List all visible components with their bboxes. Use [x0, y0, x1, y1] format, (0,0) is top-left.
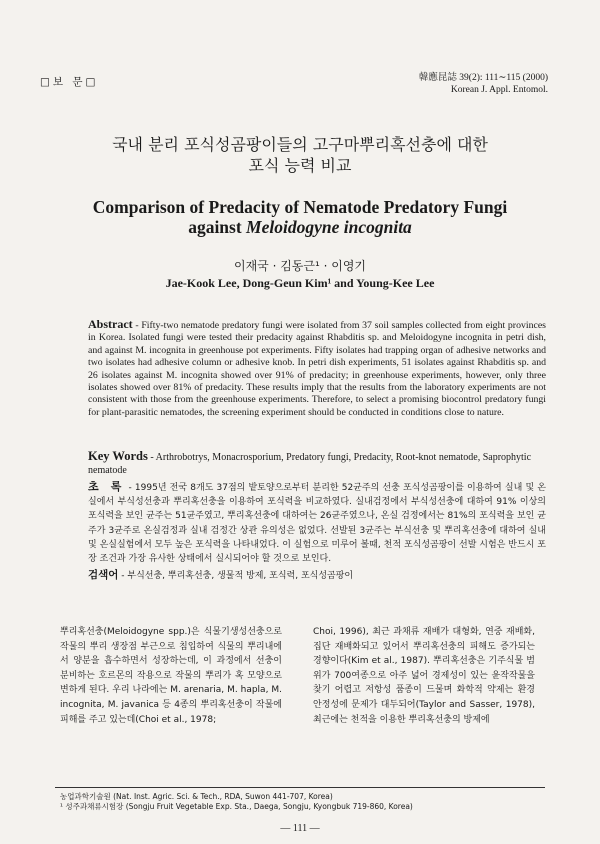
- keywords-text: - Arthrobotrys, Monacrosporium, Predatory fungi, Predacity, Root-knot nematode, Saprophytic nematode: [88, 452, 532, 476]
- body-left-column: 뿌리혹선충(Meloidogyne spp.)은 식물기생성선충으로 작물의 뿌리 생장점 부근으로 침입하여 식물의 뿌리내에서 양분을 흡수하면서 성장하는데, 이 과정에서 선충이 분비하는 호르몬의 작용으로 작물의 뿌리가 혹 모양으로 변하게 된다. 우리 나라에는 M. arenaria, M. hapla, M. incognita, M. javanica 등 4종의 뿌리혹선충이 작물에 피해를 주고 있는데(Choi et al., 1978;: [60, 627, 282, 725]
- korean-title-line1: 국내 분리 포식성곰팡이들의 고구마뿌리혹선충에 대한: [112, 135, 488, 154]
- footnote-affiliation-2: ¹ 성주과채류시험장 (Songju Fruit Vegetable Exp. Sta., Daega, Songju, Kyongbuk 719-860, Korea): [60, 802, 413, 811]
- korean-title: [0, 134, 600, 176]
- korean-summary-text: - 1995년 전국 8개도 37점의 밭토양으로부터 분리한 52균주의 선충 포식성곰팡이를 이용하여 실내 및 온실에서 부식성선충과 뿌리혹선충을 이용하여 포식력을 비교하였다. 실내검정에서 부식성선충에 대하여 91% 이상의 포식력을 보인 균주는 51균주였고, 뿌리혹선충에 대하여는 26균주였으나, 온실 검정에서는 81%의 포식력을 보인 균주가 3균주로 온실검정과 실내 검정간 상관 유의성은 없었다. 선발된 3균주는 부식선충 및 뿌리혹선충에 대하여 실내 및 온실실험에서 모두 높은 포식력을 나타내었다. 이 실험으로 미루어 볼때, 천적 포식성곰팡이 선발 시험은 반드시 포장 조건과 가장 유사한 상태에서 실시되어야 할 것으로 보인다.: [88, 483, 546, 565]
- english-title-line2: [0, 217, 600, 237]
- authors-english: Jae-Kook Lee, Dong-Geun Kim¹ and Young-Kee Lee: [165, 276, 435, 290]
- abstract-text: - Fifty-two nematode predatory fungi were isolated from 37 soil samples collected from eight provinces in Korea. Isolated fungi were tested their predacity against Rhabditis sp. and Meloidogyne incognita in petri dish, and against M. incognita in greenhouse pot experiments. Fifty isolates had trapping organ of adhesive networks and two isolates had adhesive column or adhesive knob. In petri dish experiments, 51 isolates against Rhabditis sp. and 26 isolates against M. incognita showed over 91% of predacity; in greenhouse experiments, however, only three isolates showed over 81% of predacity. These results imply that the results from the laboratory experiments are not consistent with those from the greenhouse experiments. Therefore, to select a promising biocontrol predatory fungi for plant-parasitic nematodes, the screening experiment should be conducted in conditions close to nature.: [88, 320, 546, 418]
- english-title: [0, 197, 600, 237]
- footnote-divider: [55, 787, 545, 788]
- korean-summary-label: 초 록: [88, 480, 126, 493]
- footnote-affiliation-1: 농업과학기술원 (Nat. Inst. Agric. Sci. & Tech., RDA, Suwon 441-707, Korea): [60, 792, 333, 801]
- keywords: [88, 450, 546, 477]
- body-right-column: Choi, 1996), 최근 과채류 재배가 대형화, 연중 재배화, 집단 재배화되고 있어서 뿌리혹선충의 피해도 증가되는 경향이다(Kim et al., 1987). 뿌리혹선충은 기주식물 범위가 700여종으로 아주 넓어 경제성이 있는 윤작작물을 찾기 어렵고 저항성 품종이 드물며 화학적 약제는 환경 안정성에 문제가 대두되어(Taylor and Sasser, 1978), 최근에는 천적을 이용한 뿌리혹선충의 방제에: [313, 627, 535, 725]
- english-title-species: Meloidogyne incognita: [246, 217, 412, 237]
- section-label: □보 문□: [40, 76, 99, 88]
- korean-keywords: [88, 567, 546, 582]
- page-number: — 111 —: [280, 823, 320, 834]
- korean-keywords-label: 검색어: [88, 569, 119, 581]
- abstract: [88, 318, 546, 419]
- abstract-label: Abstract: [88, 317, 133, 331]
- korean-keywords-text: - 부식선충, 뿌리혹선충, 생물적 방제, 포식력, 포식성곰팡이: [118, 571, 354, 581]
- english-title-prefix: against: [188, 217, 247, 237]
- korean-summary: [88, 480, 546, 566]
- english-title-line1: Comparison of Predacity of Nematode Predatory Fungi: [92, 197, 508, 217]
- korean-title-line2: 포식 능력 비교: [248, 156, 352, 175]
- journal-korean: 韓應昆誌 39(2): 111∼115 (2000): [418, 73, 548, 83]
- keywords-label: Key Words: [88, 449, 148, 463]
- journal-citation: [419, 72, 548, 96]
- journal-english: Korean J. Appl. Entomol.: [450, 85, 548, 95]
- authors-korean: 이재국 · 김동근¹ · 이영기: [233, 259, 367, 273]
